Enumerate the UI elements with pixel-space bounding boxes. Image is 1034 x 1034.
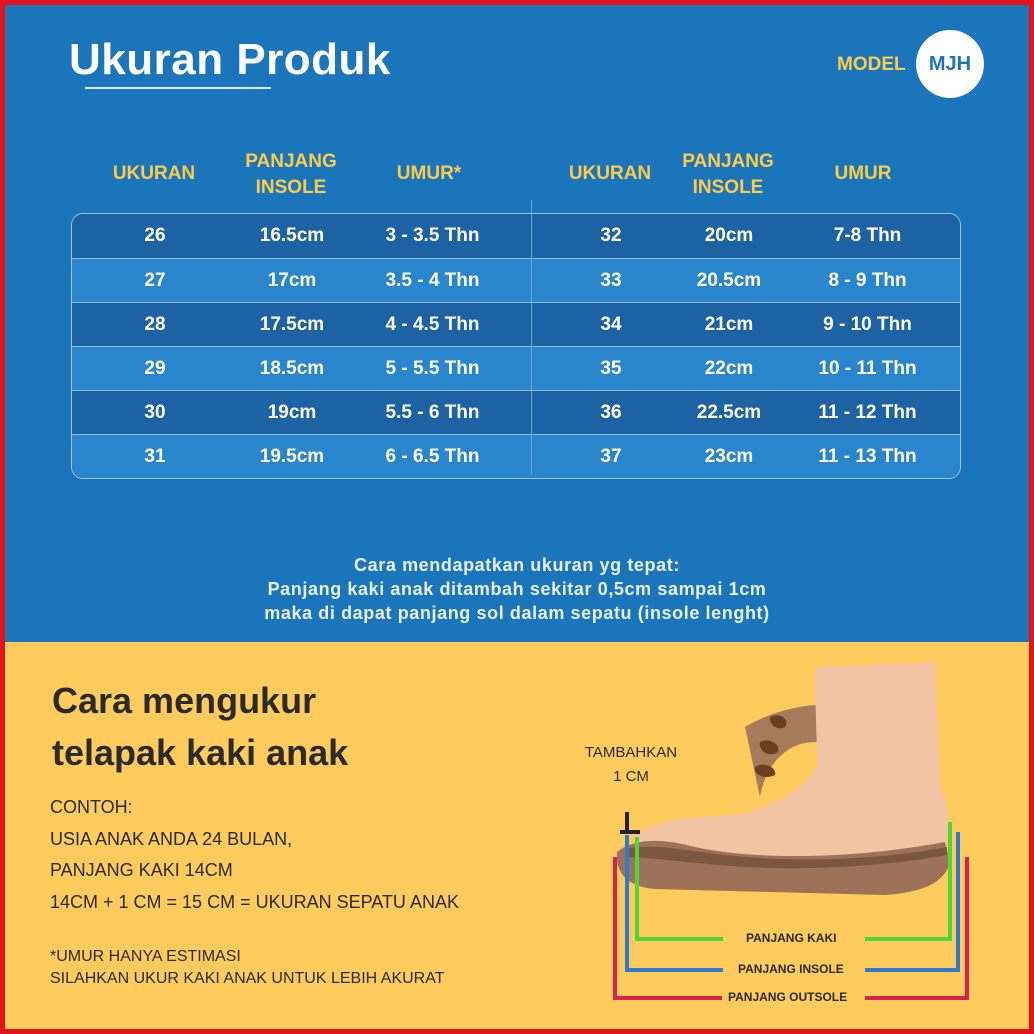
model-label: MODEL — [837, 54, 906, 75]
example-line-2: PANJANG KAKI 14CM — [50, 860, 233, 880]
note-line-1: Cara mendapatkan ukuran yg tepat: — [354, 555, 680, 575]
header-size-right: UKURAN — [568, 163, 652, 184]
cell-size: 34 — [600, 314, 622, 335]
page-title: Ukuran Produk — [69, 35, 391, 84]
table-row — [72, 390, 960, 434]
cell-age: 11 - 12 Thn — [818, 402, 917, 423]
example-line-1: USIA ANAK ANDA 24 BULAN, — [50, 829, 293, 849]
example-line-3: 14CM + 1 CM = 15 CM = UKURAN SEPATU ANAK — [50, 892, 459, 912]
size-chart-card — [5, 5, 1029, 1029]
cell-insole: 17.5cm — [259, 314, 325, 335]
cell-size: 27 — [144, 270, 166, 291]
cell-age: 8 - 9 Thn — [828, 270, 907, 291]
cell-insole: 18.5cm — [259, 358, 325, 379]
cell-size: 37 — [600, 446, 622, 467]
cell-size: 31 — [144, 446, 166, 467]
header-size-left: UKURAN — [112, 163, 196, 184]
size-table-section — [5, 5, 1029, 642]
cell-age: 3 - 3.5 Thn — [385, 225, 480, 246]
cell-size: 35 — [600, 358, 622, 379]
table-row — [72, 346, 960, 390]
cell-size: 33 — [600, 270, 622, 291]
header-age-right: UMUR — [834, 163, 892, 184]
title-underline — [85, 87, 271, 89]
cell-age: 3.5 - 4 Thn — [385, 270, 480, 291]
cell-size: 29 — [144, 358, 166, 379]
header-age-left: UMUR* — [396, 163, 462, 184]
cell-insole: 19cm — [267, 402, 317, 423]
table-row — [72, 214, 960, 258]
cell-age: 9 - 10 Thn — [823, 314, 912, 335]
measuring-guide-section — [5, 642, 1029, 1029]
cell-insole: 20cm — [704, 225, 754, 246]
guide-heading-line-2: telapak kaki anak — [52, 732, 349, 773]
note-line-2: Panjang kaki anak ditambah sekitar 0,5cm sampai 1cm — [267, 579, 767, 599]
cell-size: 26 — [144, 225, 166, 246]
disclaimer-line-2: SILAHKAN UKUR KAKI ANAK UNTUK LEBIH AKURAT — [50, 970, 445, 987]
cell-age: 11 - 13 Thn — [818, 446, 917, 467]
cell-age: 7-8 Thn — [833, 225, 902, 246]
column-divider — [531, 200, 532, 475]
insole-length-label: PANJANG INSOLE — [732, 962, 850, 976]
table-row — [72, 302, 960, 346]
add-label-line-2: 1 CM — [613, 768, 649, 785]
outsole-length-label: PANJANG OUTSOLE — [722, 990, 853, 1004]
cell-insole: 22cm — [704, 358, 754, 379]
table-row — [72, 258, 960, 302]
cell-insole: 22.5cm — [696, 402, 762, 423]
cell-insole: 19.5cm — [259, 446, 325, 467]
cell-insole: 16.5cm — [259, 225, 325, 246]
disclaimer-line-1: *UMUR HANYA ESTIMASI — [50, 948, 241, 965]
add-label-line-1: TAMBAHKAN — [584, 744, 678, 761]
header-insole-right: PANJANG INSOLE — [682, 151, 774, 198]
guide-heading-line-1: Cara mengukur — [52, 680, 317, 721]
cell-size: 36 — [600, 402, 622, 423]
cell-age: 6 - 6.5 Thn — [385, 446, 480, 467]
cell-size: 30 — [144, 402, 166, 423]
cell-age: 5.5 - 6 Thn — [385, 402, 480, 423]
header-insole-left: PANJANG INSOLE — [245, 151, 337, 198]
example-label: CONTOH: — [50, 797, 133, 817]
cell-insole: 20.5cm — [696, 270, 762, 291]
note-line-3: maka di dapat panjang sol dalam sepatu (insole lenght) — [264, 603, 770, 623]
cell-size: 28 — [144, 314, 166, 335]
cell-age: 5 - 5.5 Thn — [385, 358, 480, 379]
table-row — [72, 434, 960, 478]
size-table — [71, 213, 961, 479]
foot-length-label: PANJANG KAKI — [740, 931, 842, 945]
model-badge: MJH — [916, 30, 984, 98]
cell-insole: 17cm — [267, 270, 317, 291]
cell-age: 10 - 11 Thn — [818, 358, 917, 379]
cell-insole: 21cm — [704, 314, 754, 335]
cell-size: 32 — [600, 225, 622, 246]
cell-age: 4 - 4.5 Thn — [385, 314, 480, 335]
cell-insole: 23cm — [704, 446, 754, 467]
